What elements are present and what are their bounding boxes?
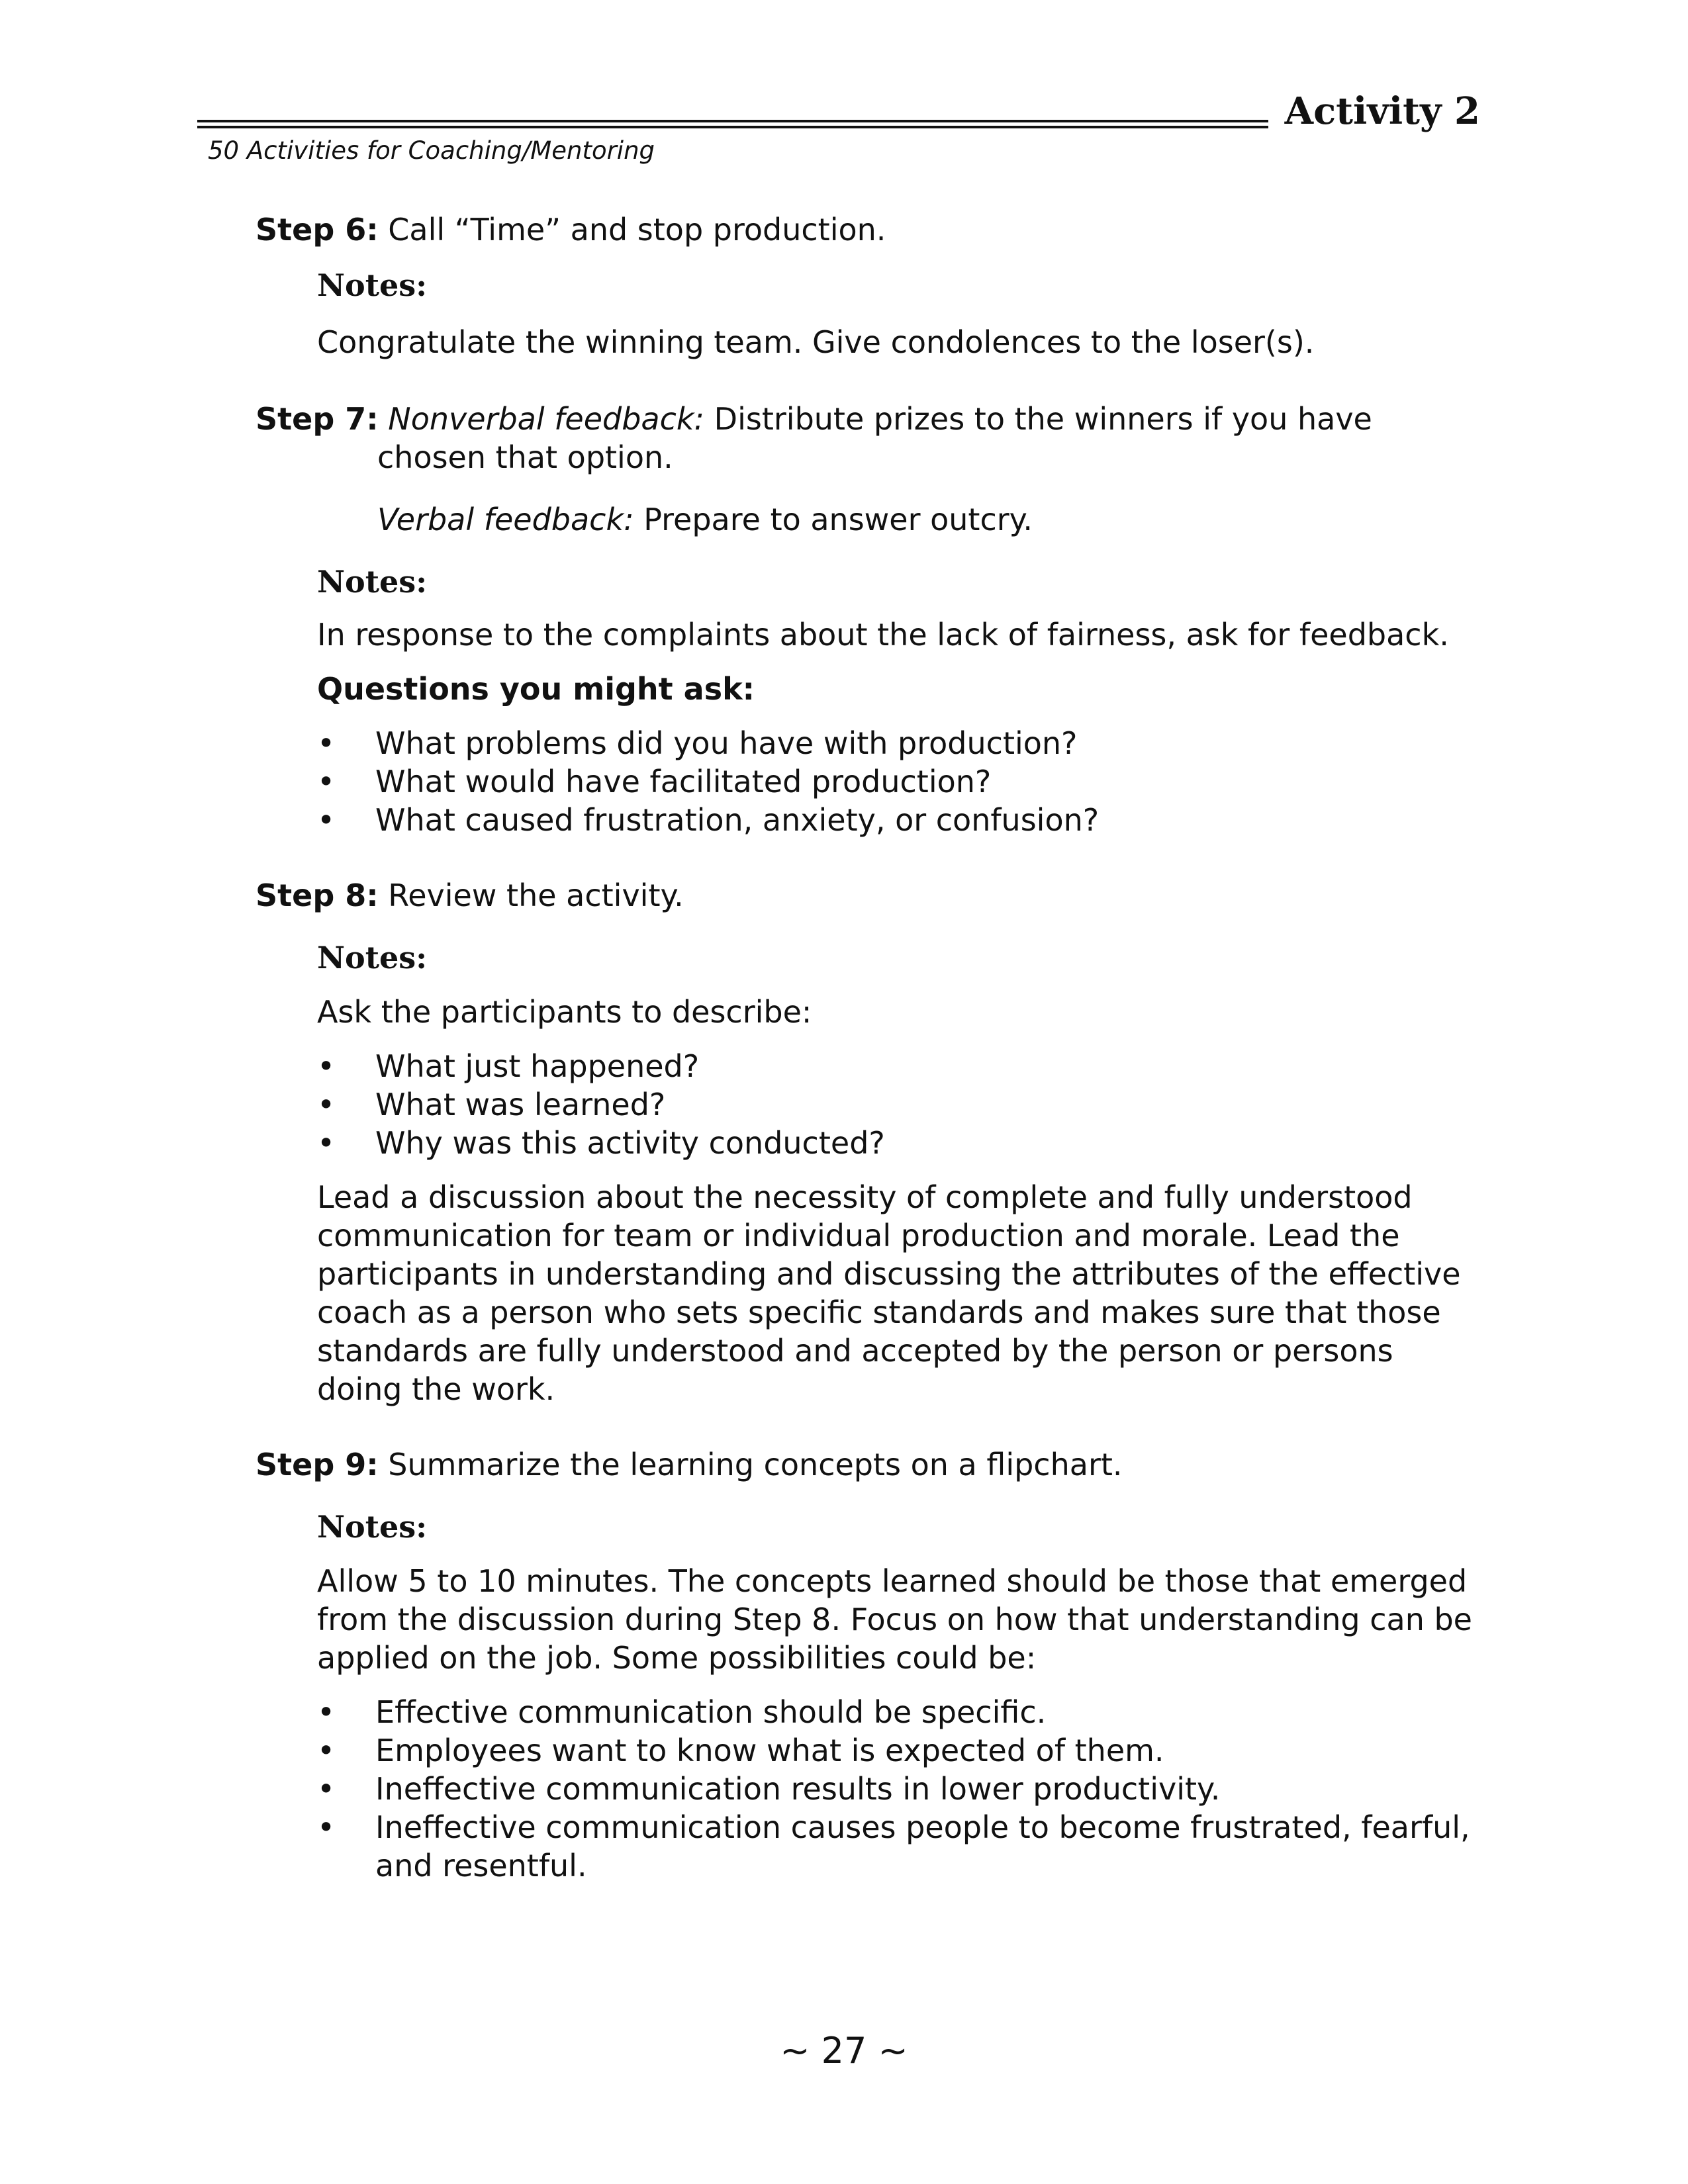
page-number: ~ 27 ~ [780, 2030, 908, 2071]
bullet-icon: • [317, 1125, 336, 1161]
questions-heading: Questions you might ask: [317, 671, 755, 707]
header-rule-top [197, 120, 1268, 122]
list-item: • What problems did you have with production? [317, 725, 1078, 761]
verbal-feedback [377, 500, 1474, 539]
step-9-notes [317, 1508, 1474, 1885]
notes-text: Congratulate the winning team. Give condolences to the loser(s). [317, 324, 1315, 360]
bullet-icon: • [317, 1048, 336, 1084]
notes-heading: Notes: [317, 940, 428, 976]
list-item: • Employees want to know what is expected of them. [317, 1733, 1164, 1768]
bullet-icon: • [317, 764, 336, 799]
nonverbal-feedback-lead: Nonverbal feedback: [388, 401, 705, 437]
bullet-icon: • [317, 1694, 336, 1730]
discussion-paragraph: Lead a discussion about the necessity of complete and fully understood communication for team or individual production and morale. Lead the participants in understanding and discussing the attributes of the effective coach as a person who sets specific standards and makes sure that those standards are fully understood and accepted by the person or persons doing the work. [317, 1179, 1461, 1407]
step-text: Call “Time” and stop production. [388, 212, 886, 248]
step-7 [256, 400, 1474, 477]
notes-heading: Notes: [317, 564, 428, 600]
step-7-notes [317, 563, 1474, 839]
step-9 [256, 1445, 1474, 1484]
list-item: • What would have facilitated production? [317, 764, 992, 799]
step-6 [256, 210, 1474, 249]
step-8 [256, 876, 1474, 915]
questions-list [317, 724, 1474, 839]
list-item: • Ineffective communication results in lower productivity. [317, 1771, 1221, 1807]
bullet-icon: • [317, 1809, 336, 1845]
step-text: Distribute prizes to the winners if you have chosen that option. [377, 401, 1372, 475]
verbal-feedback-text: Prepare to answer outcry. [643, 502, 1033, 537]
list-item: • Why was this activity conducted? [317, 1125, 885, 1161]
list-item: • What caused frustration, anxiety, or confusion? [317, 802, 1100, 838]
notes-text: Allow 5 to 10 minutes. The concepts learned should be those that emerged from the discussion during Step 8. Focus on how that understanding can be applied on the job. Some possibilities could be: [317, 1563, 1472, 1676]
bullet-icon: • [317, 1733, 336, 1768]
verbal-feedback-lead: Verbal feedback: [377, 502, 634, 537]
possibilities-list [317, 1693, 1474, 1885]
notes-heading: Notes: [317, 267, 428, 303]
bullet-icon: • [317, 1771, 336, 1807]
list-item: • Effective communication should be specific. [317, 1694, 1047, 1730]
bullet-icon: • [317, 1087, 336, 1122]
step-label: Step 9: [256, 1447, 379, 1482]
notes-text: In response to the complaints about the lack of fairness, ask for feedback. [317, 617, 1449, 653]
step-text: Summarize the learning concepts on a flipchart. [388, 1447, 1123, 1482]
notes-heading: Notes: [317, 1509, 428, 1545]
header-rule-bottom [197, 126, 1268, 128]
step-label: Step 8: [256, 878, 379, 913]
activity-title: Activity 2 [1284, 89, 1480, 133]
page-content [256, 210, 1474, 1885]
step-label: Step 7: [256, 401, 379, 437]
step-label: Step 6: [256, 212, 379, 248]
step-6-notes [317, 266, 1474, 361]
list-item: • What was learned? [317, 1087, 666, 1122]
book-title: 50 Activities for Coaching/Mentoring [208, 136, 655, 165]
notes-text: Ask the participants to describe: [317, 994, 812, 1030]
step-8-notes [317, 938, 1474, 1408]
bullet-icon: • [317, 802, 336, 838]
describe-list [317, 1047, 1474, 1162]
bullet-icon: • [317, 725, 336, 761]
step-text: Review the activity. [388, 878, 684, 913]
list-item: • What just happened? [317, 1048, 700, 1084]
list-item: • Ineffective communication causes people to become frustrated, fearful, and resentful. [317, 1809, 1470, 1884]
